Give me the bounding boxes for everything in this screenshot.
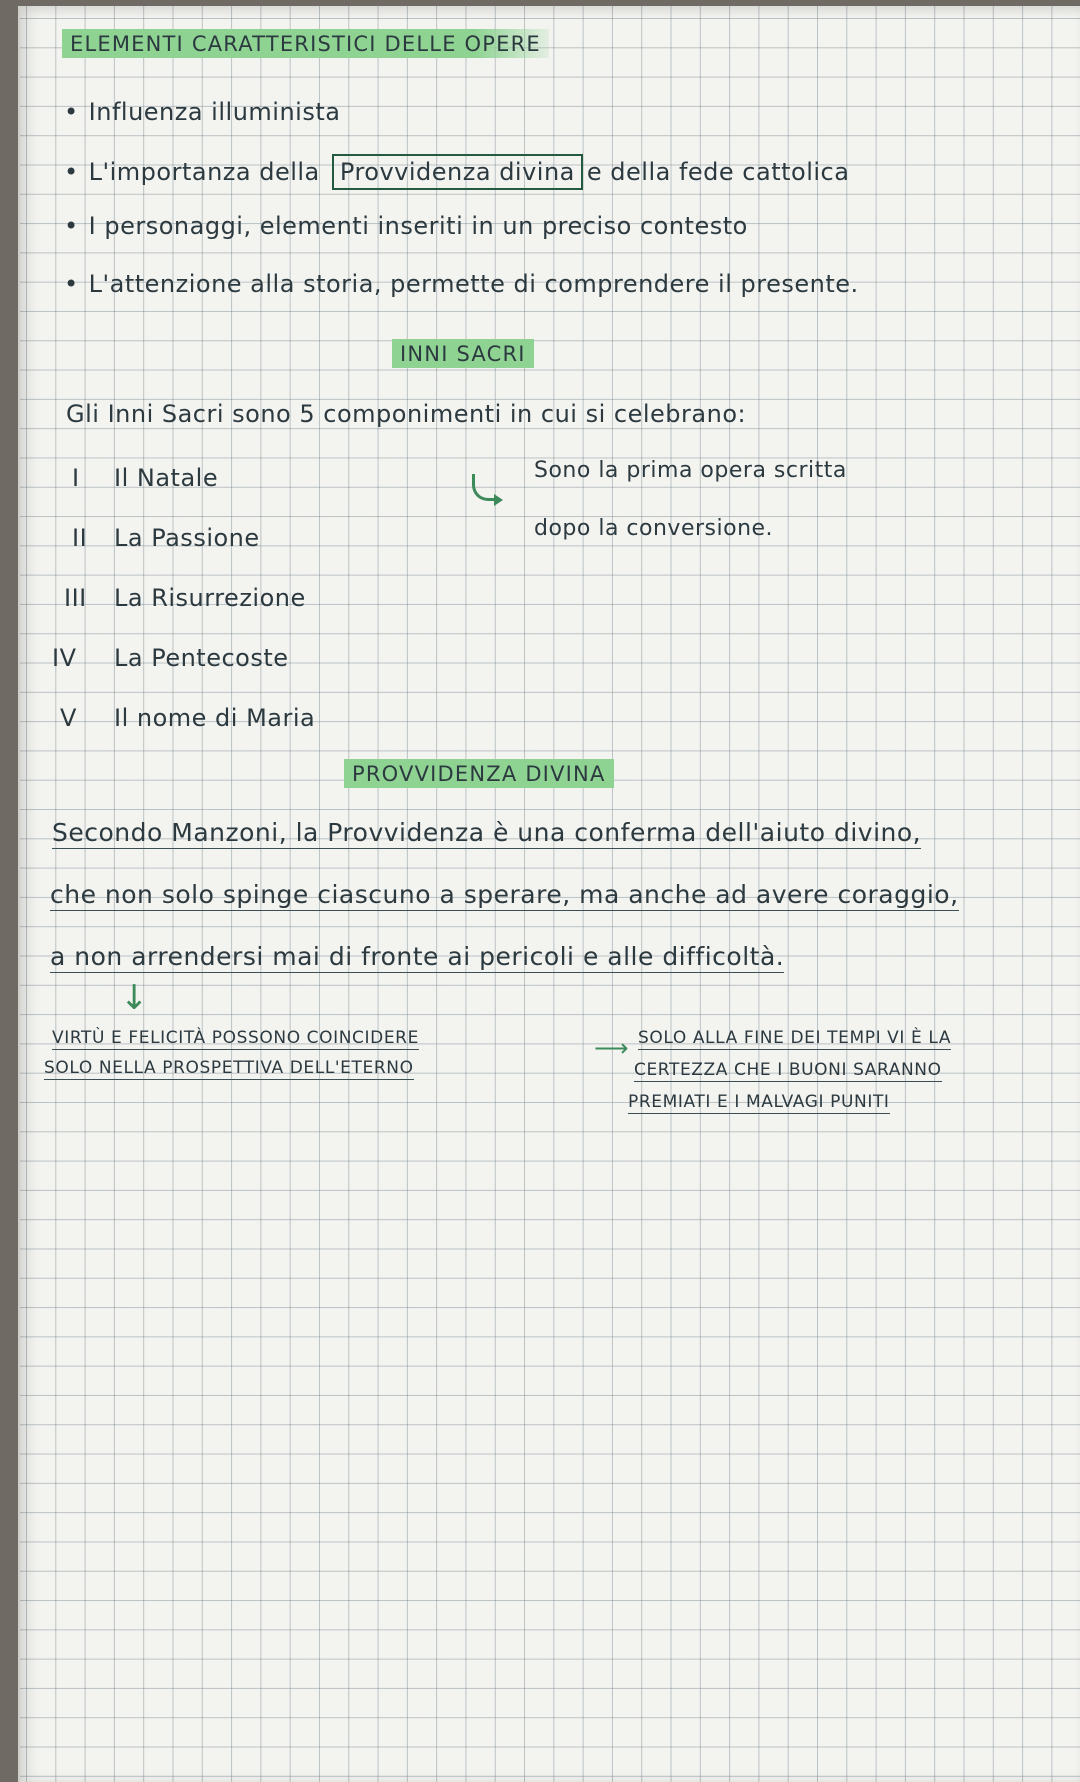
bullet-text-1: Influenza illuminista — [88, 98, 341, 126]
provvidenza-line1: Secondo Manzoni, la Provvidenza è una conferma dell'aiuto divino, — [52, 818, 922, 847]
bullet-item-2: • L'importanza della Provvidenza divina e della fede cattolica — [64, 160, 849, 184]
end-times-line3: PREMIATI E I MALVAGI PUNITI — [628, 1092, 890, 1112]
inni-item-4: IV La Pentecoste — [52, 644, 289, 672]
heading-elementi-text: ELEMENTI CARATTERISTICI DELLE OPERE — [62, 29, 549, 58]
boxed-provvidenza: Provvidenza divina — [332, 154, 583, 190]
bullet-text-3: I personaggi, elementi inseriti in un preciso contesto — [88, 212, 748, 240]
virtue-line2: SOLO NELLA PROSPETTIVA DELL'ETERNO — [44, 1058, 414, 1078]
bullet-item-4: • L'attenzione alla storia, permette di comprendere il presente. — [64, 270, 859, 298]
inni-note-line1: Sono la prima opera scritta — [534, 458, 847, 483]
end-times-line1: SOLO ALLA FINE DEI TEMPI VI È LA — [638, 1028, 952, 1048]
down-arrow-icon: ↓ — [120, 978, 149, 1018]
provvidenza-line3: a non arrendersi mai di fronte ai pericoli e alle difficoltà. — [50, 942, 785, 971]
inni-item-3: III La Risurrezione — [64, 584, 306, 612]
bullet-item-3: • I personaggi, elementi inseriti in un preciso contesto — [64, 212, 748, 240]
heading-inni-sacri — [392, 344, 534, 365]
heading-inni-sacri-text: INNI SACRI — [392, 339, 534, 368]
inni-intro: Gli Inni Sacri sono 5 componimenti in cui si celebrano: — [66, 400, 747, 428]
virtue-line1: VIRTÙ E FELICITÀ POSSONO COINCIDERE — [52, 1028, 419, 1048]
bullet-item-1: • Influenza illuminista — [64, 98, 341, 126]
end-times-line2: CERTEZZA CHE I BUONI SARANNO — [634, 1060, 942, 1080]
provvidenza-line2: che non solo spinge ciascuno a sperare, ma anche ad avere coraggio, — [50, 880, 959, 909]
inni-note-line2: dopo la conversione. — [534, 516, 774, 541]
heading-elementi — [62, 34, 549, 55]
bullet-text-2a: L'importanza della — [88, 158, 320, 186]
heading-provvidenza-text: PROVVIDENZA DIVINA — [344, 759, 614, 788]
inni-item-1: I Il Natale — [72, 464, 219, 492]
right-arrow-icon: ⟶ — [594, 1034, 629, 1062]
heading-provvidenza — [344, 764, 614, 785]
inni-item-5: V Il nome di Maria — [60, 704, 316, 732]
inni-item-2: II La Passione — [72, 524, 260, 552]
bullet-text-2b: e della fede cattolica — [586, 158, 850, 186]
bullet-text-4: L'attenzione alla storia, permette di comprendere il presente. — [88, 270, 859, 298]
